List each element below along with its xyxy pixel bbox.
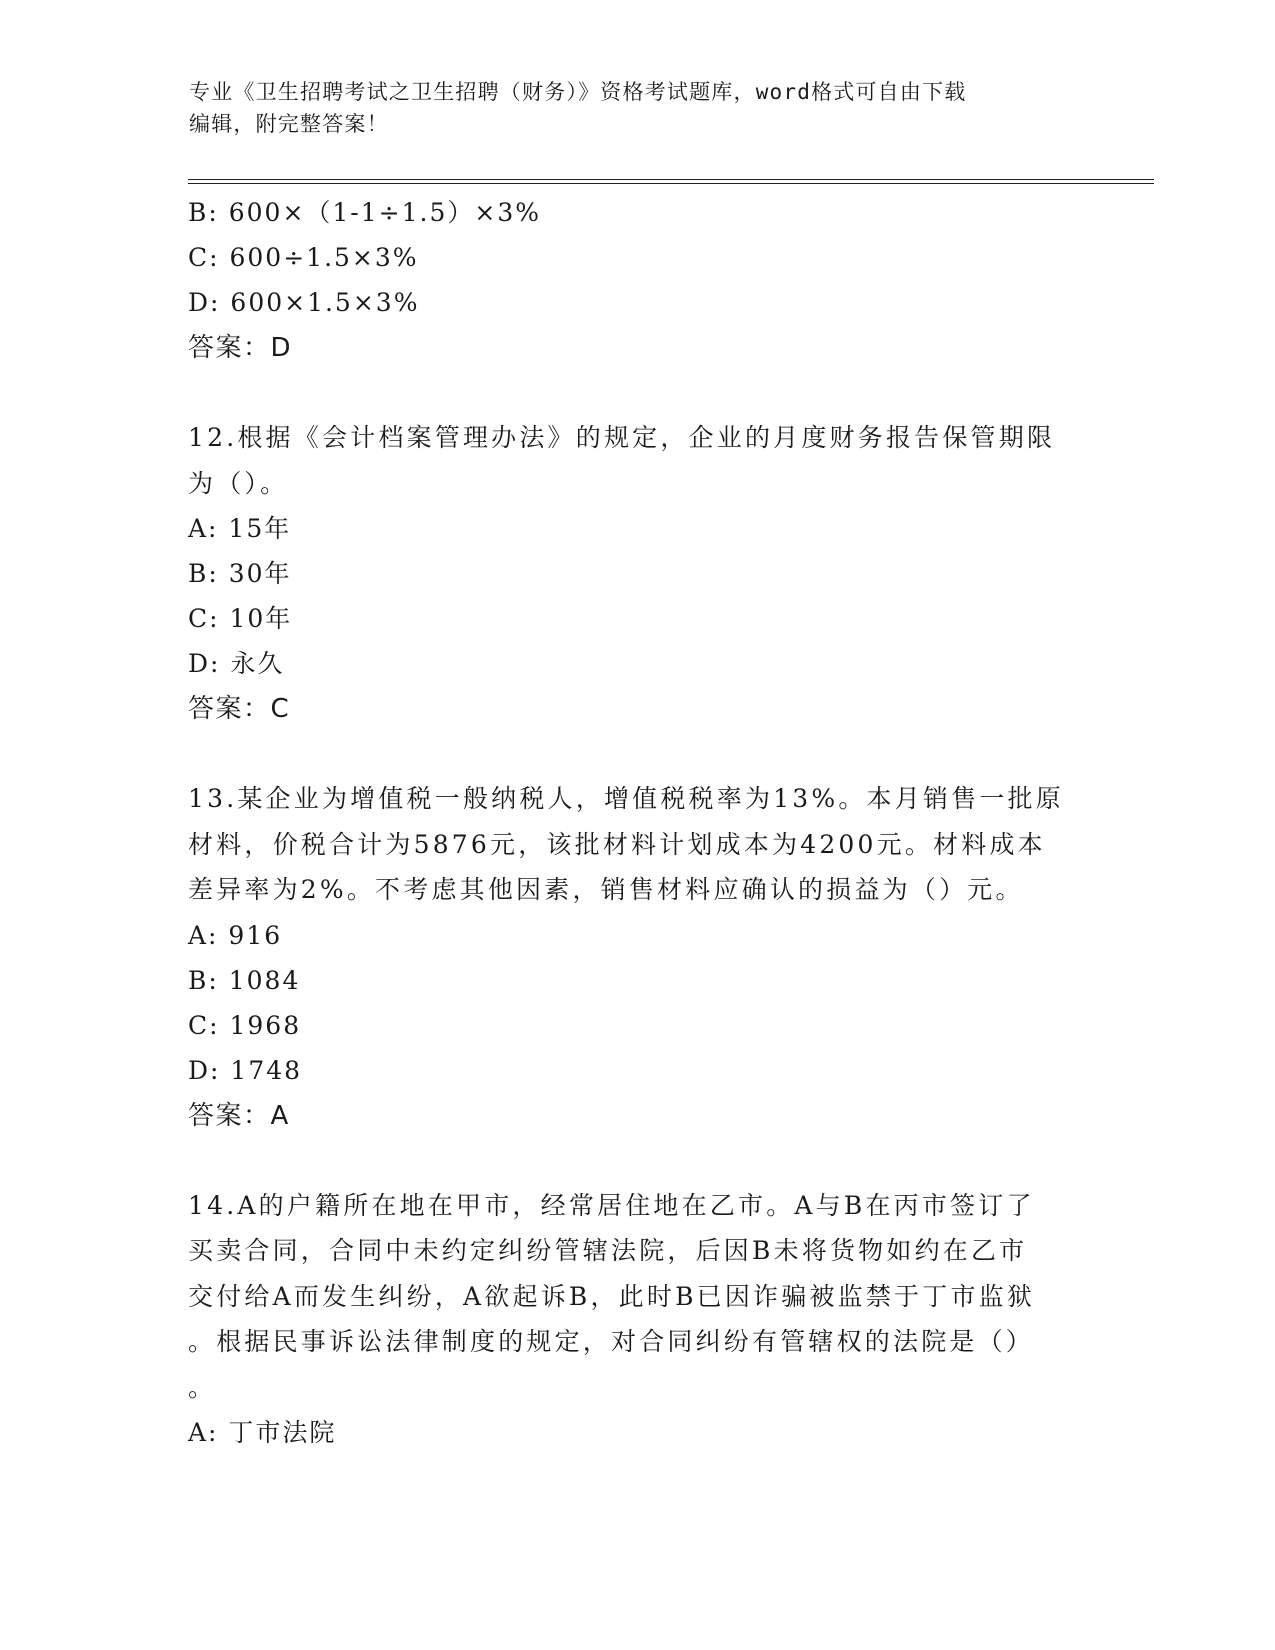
option-a: A: 15年 — [188, 514, 292, 543]
option-b: B: 30年 — [188, 559, 292, 588]
document-header — [189, 76, 1089, 140]
option-c: C: 1968 — [188, 1010, 302, 1040]
question-text-line: 材料，价税合计为5876元，该批材料计划成本为4200元。材料成本 — [188, 829, 1046, 859]
question-text-line: 交付给A而发生纠纷，A欲起诉B，此时B已因诈骗被监禁于丁市监狱 — [188, 1281, 1036, 1311]
answer: 答案：D — [188, 333, 293, 363]
question-12 — [188, 415, 1088, 732]
question-fragment — [188, 190, 1088, 371]
question-13 — [188, 776, 1088, 1139]
document-body — [188, 190, 1088, 1455]
answer: 答案：A — [188, 1100, 290, 1131]
option-c: C: 600÷1.5×3% — [188, 243, 419, 272]
question-text-line: 。 — [188, 1372, 217, 1402]
option-c: C: 10年 — [188, 604, 293, 633]
question-text-line: 差异率为2%。不考虑其他因素，销售材料应确认的损益为（）元。 — [188, 875, 1024, 904]
spacer — [188, 371, 1088, 415]
option-a: A: 916 — [188, 920, 283, 950]
option-a: A: 丁市法院 — [188, 1418, 337, 1447]
header-line-1: 专业《卫生招聘考试之卫生招聘（财务）》资格考试题库，word格式可自由下载 — [189, 80, 967, 104]
header-rule-bottom — [188, 183, 1154, 184]
option-b: B: 1084 — [188, 965, 301, 995]
option-d: D: 1748 — [188, 1055, 303, 1085]
question-text-line: 为（）。 — [188, 468, 289, 498]
header-line-2: 编辑，附完整答案！ — [189, 112, 389, 136]
question-14 — [188, 1183, 1088, 1456]
option-d: D: 永久 — [188, 649, 285, 678]
option-d: D: 600×1.5×3% — [188, 288, 420, 317]
question-text-line: 买卖合同，合同中未约定纠纷管辖法院，后因B未将货物如约在乙市 — [188, 1236, 1028, 1265]
question-text-line: 。根据民事诉讼法律制度的规定，对合同纠纷有管辖权的法院是（） — [188, 1327, 1035, 1356]
spacer — [188, 1139, 1088, 1183]
question-text-line: 13.某企业为增值税一般纳税人，增值税税率为13%。本月销售一批原 — [188, 784, 1064, 813]
answer: 答案：C — [188, 694, 291, 724]
spacer — [188, 732, 1088, 776]
option-b: B: 600×（1-1÷1.5）×3% — [188, 198, 541, 227]
question-text-line: 12.根据《会计档案管理办法》的规定，企业的月度财务报告保管期限 — [188, 423, 1056, 452]
header-rule-top — [188, 179, 1154, 180]
question-text-line: 14.A的户籍所在地在甲市，经常居住地在乙市。A与B在丙市签订了 — [188, 1190, 1035, 1220]
